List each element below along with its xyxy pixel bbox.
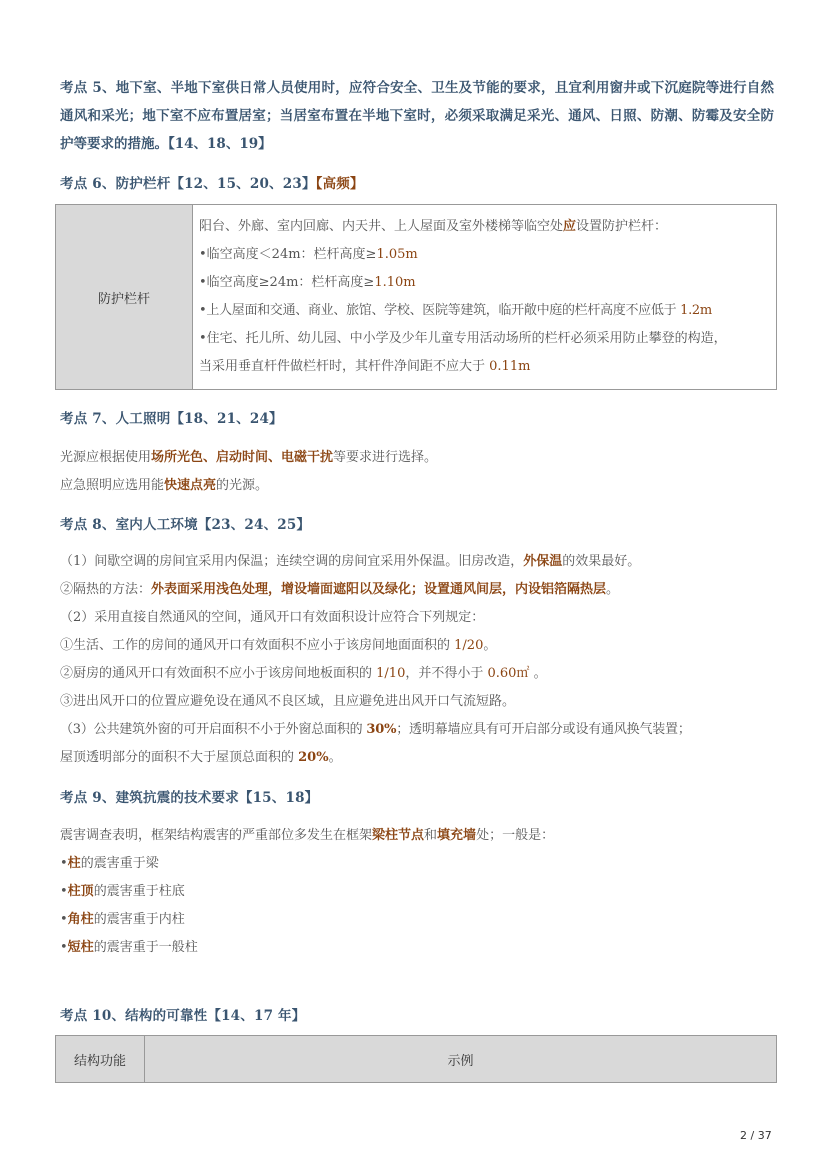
col-structure-function: 结构功能 [56, 1036, 145, 1083]
railing-bullet-4 [199, 325, 770, 381]
highlight: 0.60㎡ [487, 666, 530, 681]
highlight: 柱 [67, 856, 81, 871]
point9-bullet-4: •短柱的震害重于一般柱 [60, 940, 198, 955]
text: 设置防护栏杆： [576, 219, 668, 234]
text: ，并不得小于 [405, 666, 488, 681]
highlight: 填充墙 [437, 828, 477, 843]
text: 等要求进行选择。 [333, 450, 438, 465]
text: ；透明幕墙应具有可开启部分或设有通风换气装置； [396, 722, 691, 737]
highlight: 场所光色、启动时间、电磁干扰 [151, 450, 334, 465]
point8-line-3: （2）采用直接自然通风的空间，通风开口有效面积设计应符合下列规定： [60, 610, 485, 625]
highlight: 外保温 [523, 554, 563, 569]
text: 和 [424, 828, 438, 843]
railing-intro [199, 213, 770, 241]
high-frequency-tag: 【高频】 [315, 176, 364, 192]
point5-paragraph: 考点 5、地下室、半地下室供日常人员使用时，应符合安全、卫生及节能的要求，且宜利用窗井或下沉庭院等进行自然通风和采光；地下室不应布置居室；当居室布置在半地下室时，必须采取满足采光、通风、日照、防潮、防霉及安全防护等要求的措施。【14、18、19】 [60, 80, 774, 152]
text: 处；一般是： [476, 828, 555, 843]
text: ②隔热的方法： [60, 582, 152, 597]
point9-heading: 考点 9、建筑抗震的技术要求【15、18】 [60, 790, 319, 806]
highlight: 梁柱节点 [372, 828, 425, 843]
point8-line-2 [60, 578, 619, 597]
text: 光源应根据使用 [60, 450, 152, 465]
page-number: 2 / 37 [740, 1129, 772, 1142]
point9-bullet-1: •柱的震害重于梁 [60, 856, 159, 871]
highlight: 短柱 [67, 940, 94, 955]
railing-bullet-3 [199, 297, 770, 325]
text: ①生活、工作的房间的通风开口有效面积不应小于该房间地面面积的 [60, 638, 455, 653]
text: 。 [483, 638, 497, 653]
text: •住宅、托儿所、幼儿园、中小学及少年儿童专用活动场所的栏杆必须采用防止攀登的构造， [199, 331, 727, 346]
highlight: 30% [366, 722, 397, 737]
text: 的震害重于柱底 [93, 884, 185, 899]
point8-line-1 [60, 550, 640, 569]
text: 的震害重于一般柱 [93, 940, 198, 955]
text: 的效果最好。 [562, 554, 641, 569]
highlight: 0.11m [489, 359, 531, 374]
highlight: 1/10 [376, 666, 406, 681]
highlight: 1/20 [454, 638, 484, 653]
text: 的震害重于梁 [80, 856, 159, 871]
highlight: 外表面采用浅色处理，增设墙面遮阳以及绿化；设置通风间层，内设铝箔隔热层 [151, 582, 607, 597]
point8-heading: 考点 8、室内人工环境【23、24、25】 [60, 517, 311, 533]
highlight: 角柱 [67, 912, 94, 927]
point7-line-1 [60, 446, 437, 465]
reliability-table [55, 1035, 777, 1083]
railing-table-label: 防护栏杆 [56, 205, 193, 390]
text: 震害调查表明，框架结构震害的严重部位多发生在框架 [60, 828, 373, 843]
highlight: 1.10m [374, 275, 416, 290]
text: 的光源。 [216, 478, 269, 493]
point9-line-1 [60, 824, 554, 843]
col-example: 示例 [145, 1036, 777, 1083]
point6-title: 考点 6、防护栏杆【12、15、20、23】 [60, 176, 316, 192]
highlight: 应 [563, 219, 577, 234]
text: •上人屋面和交通、商业、旅馆、学校、医院等建筑，临开敞中庭的栏杆高度不应低于 [199, 303, 681, 318]
point8-line-7 [60, 718, 691, 737]
highlight: 20% [298, 750, 329, 765]
text: 屋顶透明部分的面积不大于屋顶总面积的 [60, 750, 299, 765]
table-header-row [56, 1036, 777, 1083]
railing-bullet-1 [199, 241, 770, 269]
point8-line-8 [60, 746, 342, 765]
text: 的震害重于内柱 [93, 912, 185, 927]
railing-bullet-2 [199, 269, 770, 297]
point7-heading: 考点 7、人工照明【18、21、24】 [60, 411, 283, 427]
text: •临空高度＜24m：栏杆高度≥ [199, 247, 377, 262]
text: 。 [328, 750, 342, 765]
highlight: 柱顶 [67, 884, 94, 899]
text: 应急照明应选用能 [60, 478, 165, 493]
text: 。 [529, 666, 547, 681]
text: •临空高度≥24m：栏杆高度≥ [199, 275, 375, 290]
highlight: 快速点亮 [164, 478, 217, 493]
text: 阳台、外廊、室内回廊、内天井、上人屋面及室外楼梯等临空处 [199, 219, 564, 234]
point8-line-6: ③进出风开口的位置应避免设在通风不良区域，且应避免进出风开口气流短路。 [60, 694, 516, 709]
point6-heading [60, 172, 364, 192]
railing-table-content [193, 205, 777, 390]
text: （1）间歇空调的房间宜采用内保温；连续空调的房间宜采用外保温。旧房改造， [60, 554, 524, 569]
point9-bullet-2: •柱顶的震害重于柱底 [60, 884, 185, 899]
railing-table [55, 204, 777, 390]
text: ②厨房的通风开口有效面积不应小于该房间地板面积的 [60, 666, 377, 681]
highlight: 1.05m [376, 247, 418, 262]
point8-line-5 [60, 662, 547, 681]
highlight: 1.2m [680, 303, 712, 318]
point10-heading: 考点 10、结构的可靠性【14、17 年】 [60, 1008, 306, 1024]
text: 当采用垂直杆件做栏杆时，其杆件净间距不应大于 [199, 359, 490, 374]
text: （3）公共建筑外窗的可开启面积不小于外窗总面积的 [60, 722, 367, 737]
point9-bullet-3: •角柱的震害重于内柱 [60, 912, 185, 927]
text: 。 [606, 582, 620, 597]
point8-line-4 [60, 634, 496, 653]
point7-line-2 [60, 474, 268, 493]
